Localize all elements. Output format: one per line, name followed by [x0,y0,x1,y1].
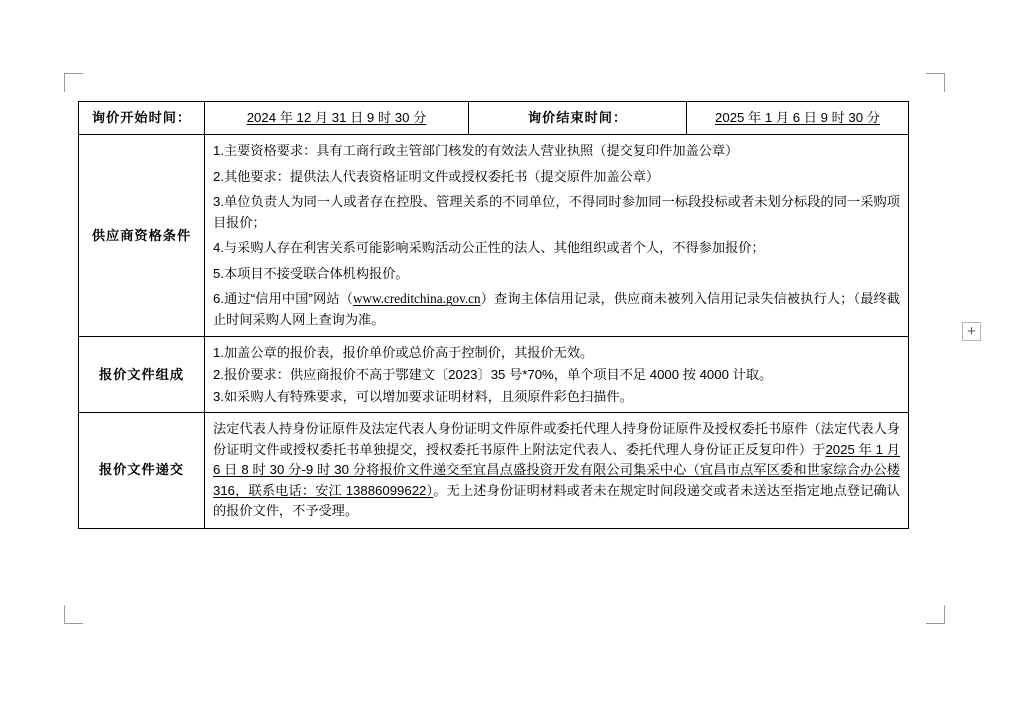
qualification-item-1: 1.主要资格要求：具有工商行政主管部门核发的有效法人营业执照（提交复印件加盖公章） [213,143,739,159]
inquiry-end-value-text: 2025 年 1 月 6 日 9 时 30 分 [715,110,880,125]
delivery-location-contact: 将报价文件递交至宜昌点盛投资开发有限公司集采中心（宜昌市点军区委和世家综合办公楼 316，联系电话：安江 13886099622） [213,462,900,498]
qualification-item-5: 5.本项目不接受联合体机构报价。 [213,265,409,281]
table-row-quote-file-delivery [79,413,909,528]
table-row-quote-file-composition [79,337,909,413]
qualification-item-3: 3.单位负责人为同一人或者存在控股、管理关系的不同单位，不得同时参加同一标段投标或者未划分标段的同一采购项目报价； [213,194,900,230]
table-row-inquiry-time [79,102,909,135]
quote-file-delivery-content [205,413,909,528]
crop-mark-bottom-left [64,605,83,624]
delivery-text-part3: 。无上述身份证明材料或者未在规定时间段递交或者未送达至指定地点登记确认的报价文件，不予受理。 [213,482,900,519]
composition-item-3: 3.如采购人有特殊要求，可以增加要求证明材料，且须原件彩色扫描件。 [213,388,633,404]
qualification-item-6 [213,289,900,330]
delivery-time-window: 2025 年 1 月 6 日 8 时 30 分-9 时 30 分 [213,441,900,478]
qualification-item-6-prefix: 6.通过 [213,291,251,307]
supplier-qualification-content [205,135,909,337]
quote-file-composition-label: 报价文件组成 [79,337,205,413]
creditchina-url[interactable]: www.creditchina.gov.cn [353,291,481,307]
composition-item-2: 2.报价要求：供应商报价不高于鄂建文〔2023〕35 号*70%，单个项目不足 4000 按 4000 计取。 [213,366,773,382]
composition-item-1: 1.加盖公章的报价表，报价单价或总价高于控制价，其报价无效。 [213,345,594,361]
qualification-item-6-mid: 网站（ [312,291,354,307]
inquiry-start-value-text: 2024 年 12 月 31 日 9 时 30 分 [246,110,427,125]
qualification-item-4: 4.与采购人存在利害关系可能影响采购活动公正性的法人、其他组织或者个人，不得参加报价； [213,240,765,256]
delivery-paragraph [213,419,900,521]
inquiry-start-label: 询价开始时间： [79,102,205,135]
crop-mark-bottom-right [926,605,945,624]
table-row-supplier-qualification [79,135,909,337]
inquiry-end-label: 询价结束时间： [469,102,687,135]
quote-file-delivery-label: 报价文件递交 [79,413,205,528]
inquiry-start-value [205,102,469,135]
qualification-item-6-quote: “信用中国” [250,291,313,307]
qualification-item-2: 2.其他要求：提供法人代表资格证明文件或授权委托书（提交原件加盖公章） [213,168,660,184]
add-row-button[interactable]: + [962,322,981,341]
quote-file-composition-content [205,337,909,413]
supplier-qualification-label: 供应商资格条件 [79,135,205,337]
crop-mark-top-right [926,73,945,92]
crop-mark-top-left [64,73,83,92]
inquiry-notice-table [78,101,909,529]
qualification-item-6-tail: ）查询主体信用记录，供应商未被列入信用记录失信被执行人；（最终截止时间采购人网上查询为准。 [213,291,901,327]
delivery-text-part1: 法定代表人持身份证原件及法定代表人身份证明文件原件或委托代理人持身份证原件及授权委托书原件（法定代表人身份证明文件或授权委托书单独提交，授权委托书原件上附法定代表人、委托代理人身份证正反复印件）于 [213,421,900,457]
inquiry-end-value [687,102,909,135]
